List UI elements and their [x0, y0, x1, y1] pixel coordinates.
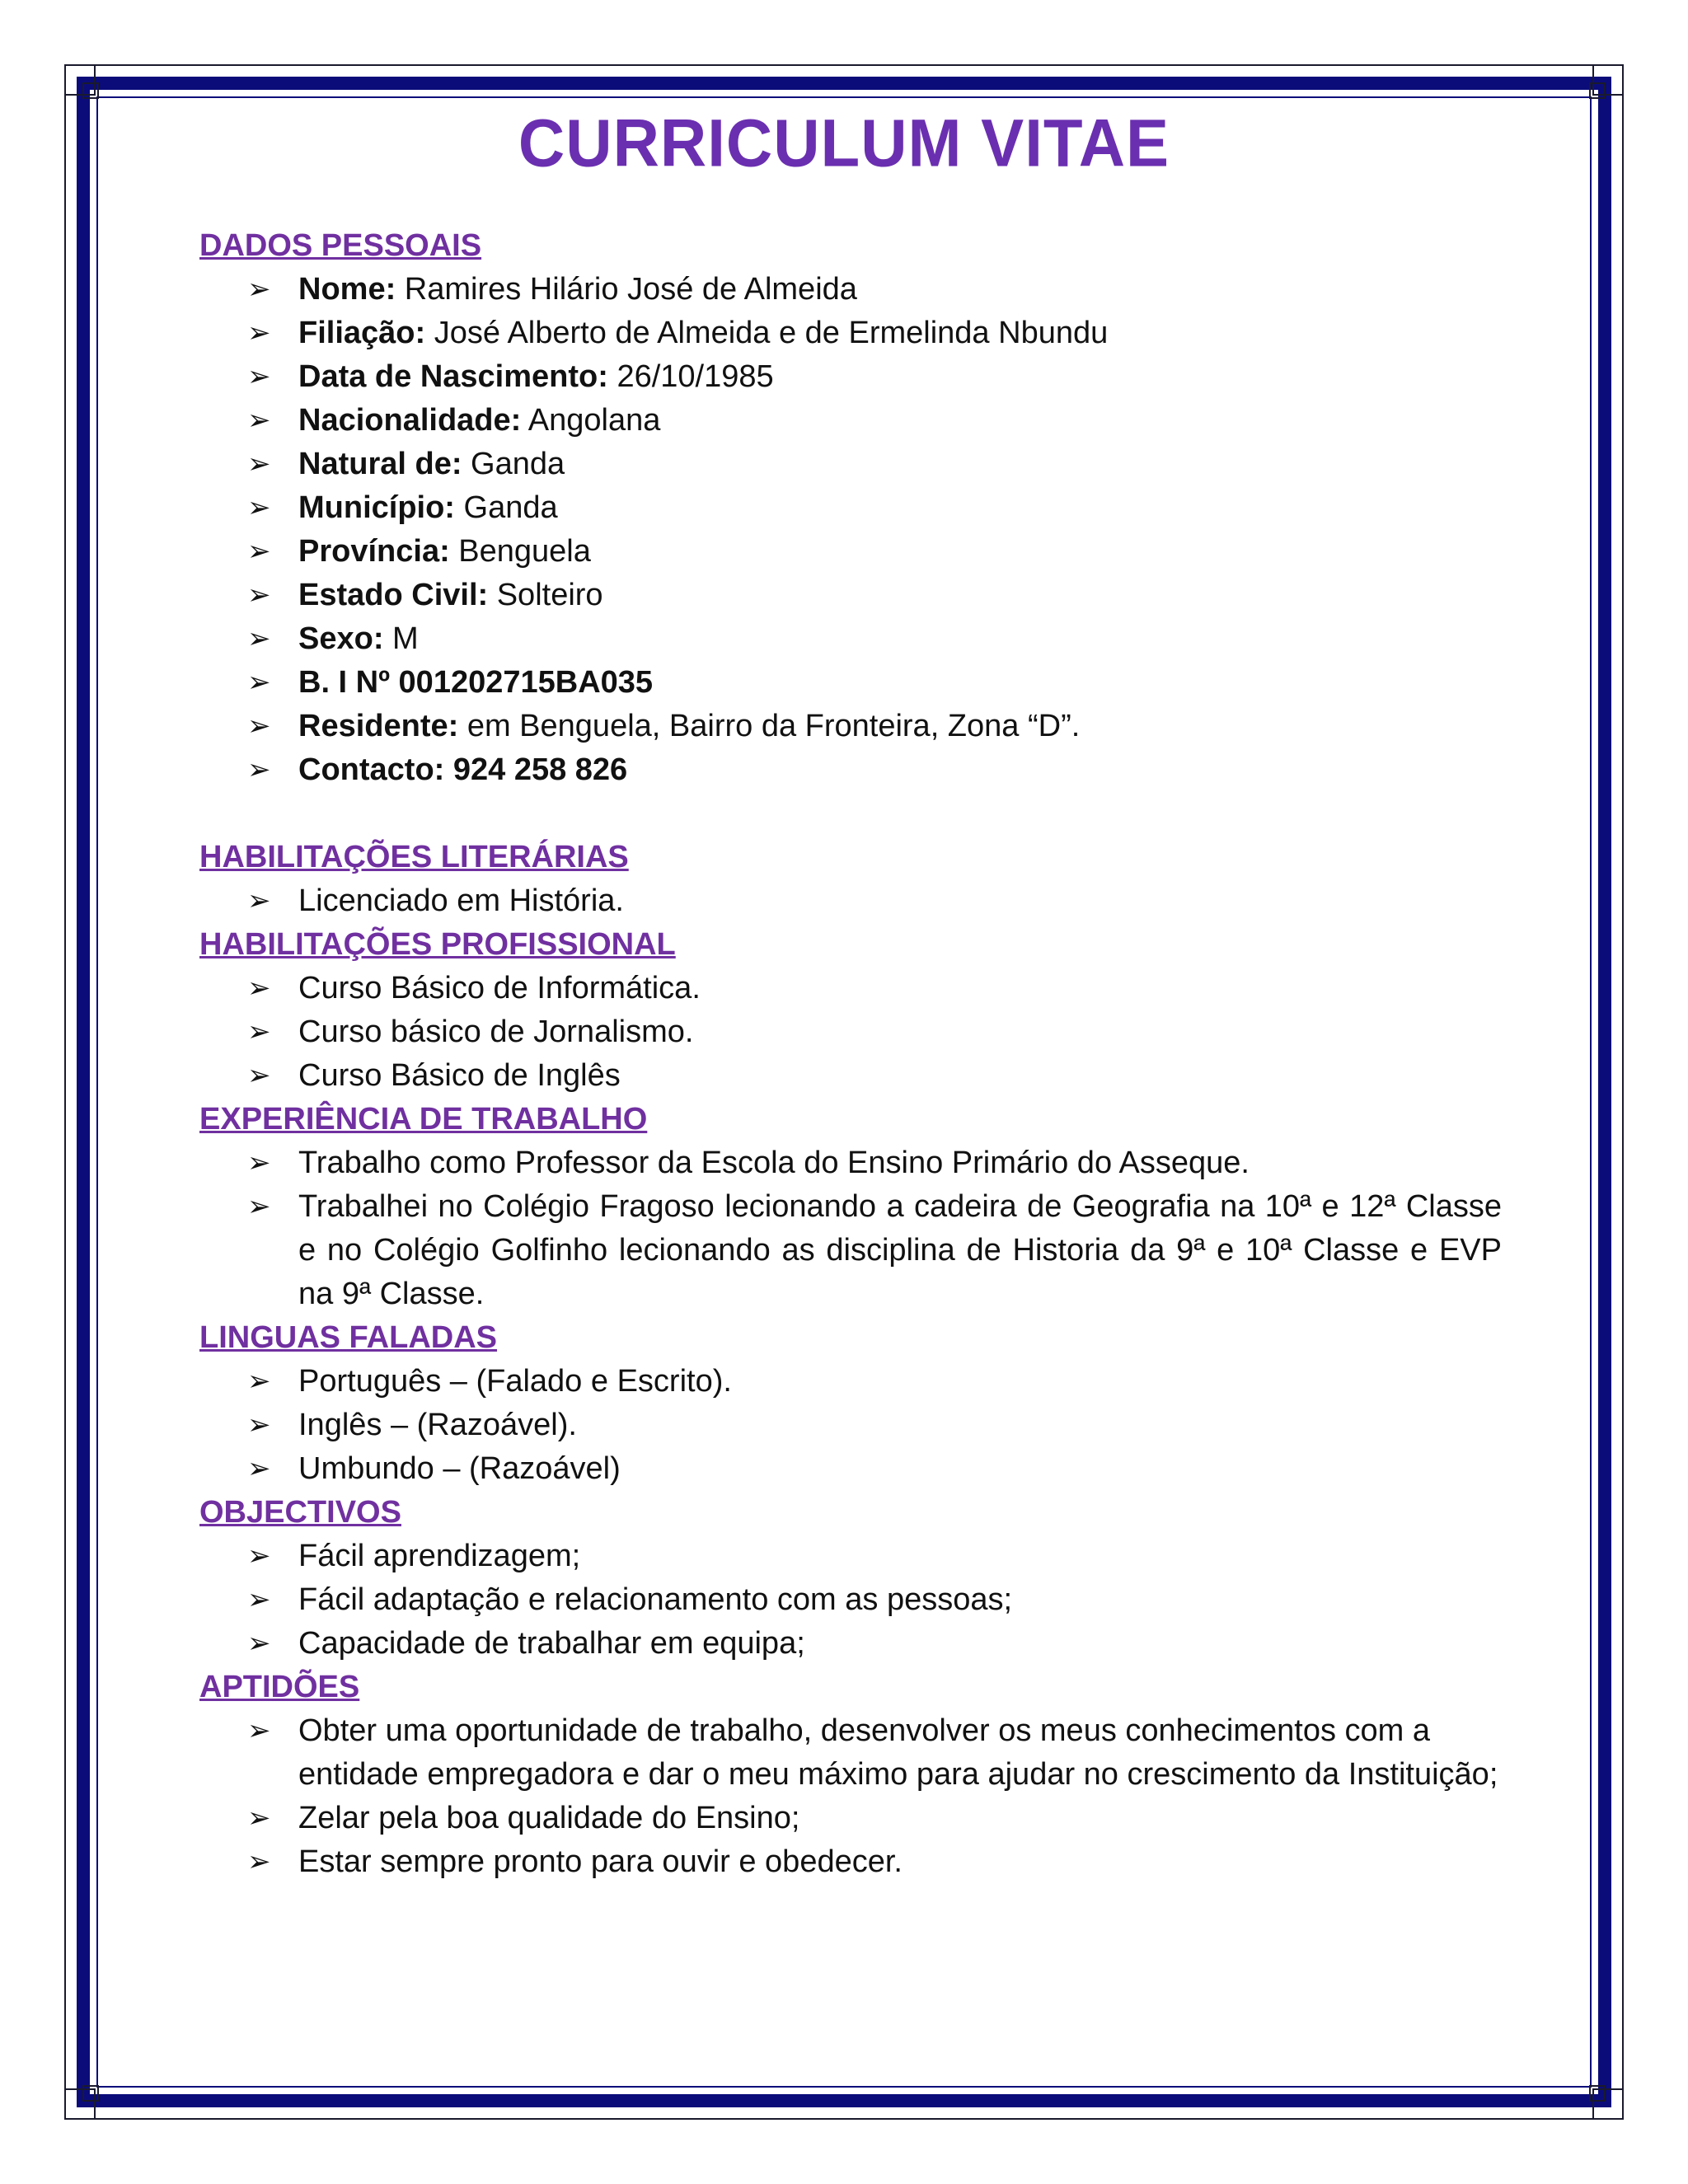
list-item: ➢ Trabalhei no Colégio Fragoso lecionando a cadeira de Geografia na 10ª e 12ª Classe e no Colégio Golfinho lecionando as disciplina de Historia da 9ª e 10ª Classe e EVP na 9ª Classe.: [199, 1185, 1502, 1316]
arrow-bullet-icon: ➢: [247, 317, 271, 349]
dados-pessoais-list: [199, 268, 1502, 792]
list-item: ➢ Contacto: 924 258 826: [199, 748, 1502, 792]
aptidoes-list: [199, 1709, 1502, 1884]
section-heading-dados-pessoais: DADOS PESSOAIS: [199, 228, 482, 263]
arrow-bullet-icon: ➢: [247, 754, 271, 785]
habilitacoes-profissional-list: [199, 967, 1502, 1098]
list-item: ➢ Português – (Falado e Escrito).: [199, 1360, 1502, 1404]
arrow-bullet-icon: ➢: [247, 623, 271, 654]
arrow-bullet-icon: ➢: [247, 1715, 271, 1746]
arrow-bullet-icon: ➢: [247, 710, 271, 742]
document-title: CURRICULUM VITAE: [518, 104, 1170, 181]
arrow-bullet-icon: ➢: [247, 1147, 271, 1179]
arrow-bullet-icon: ➢: [247, 1584, 271, 1615]
corner-ornament-bottom-right: [1592, 2088, 1624, 2120]
arrow-bullet-icon: ➢: [247, 405, 271, 436]
list-item: ➢ Fácil aprendizagem;: [199, 1535, 1502, 1578]
list-item: ➢ Curso básico de Jornalismo.: [199, 1010, 1502, 1054]
section-heading-habilitacoes-profissional: HABILITAÇÕES PROFISSIONAL: [199, 927, 676, 962]
list-item: ➢ Estar sempre pronto para ouvir e obedecer.: [199, 1840, 1502, 1884]
corner-ornament-bottom-left: [64, 2088, 96, 2120]
experiencia-list: [199, 1141, 1502, 1316]
list-item: ➢ Zelar pela boa qualidade do Ensino;: [199, 1797, 1502, 1840]
arrow-bullet-icon: ➢: [247, 274, 271, 305]
list-item: ➢ Licenciado em História.: [199, 879, 1502, 923]
arrow-bullet-icon: ➢: [247, 361, 271, 392]
list-item: ➢ Curso Básico de Inglês: [199, 1054, 1502, 1098]
spacer: [199, 792, 1502, 836]
list-item: ➢ B. I Nº 001202715BA035: [199, 661, 1502, 705]
list-item: ➢ Filiação: José Alberto de Almeida e de Ermelinda Nbundu: [199, 312, 1502, 355]
list-item: ➢ Capacidade de trabalhar em equipa;: [199, 1622, 1502, 1666]
corner-ornament-top-right: [1592, 64, 1624, 96]
list-item: ➢ Curso Básico de Informática.: [199, 967, 1502, 1010]
arrow-bullet-icon: ➢: [247, 1409, 271, 1441]
arrow-bullet-icon: ➢: [247, 1016, 271, 1047]
list-item: ➢ Inglês – (Razoável).: [199, 1404, 1502, 1447]
list-item: ➢ Nacionalidade: Angolana: [199, 399, 1502, 443]
objectivos-list: [199, 1535, 1502, 1666]
section-heading-experiencia: EXPERIÊNCIA DE TRABALHO: [199, 1102, 648, 1137]
list-item: ➢ Residente: em Benguela, Bairro da Fronteira, Zona “D”.: [199, 705, 1502, 748]
arrow-bullet-icon: ➢: [247, 1540, 271, 1572]
list-item: ➢ Umbundo – (Razoável): [199, 1447, 1502, 1491]
arrow-bullet-icon: ➢: [247, 1628, 271, 1659]
list-item: ➢ Estado Civil: Solteiro: [199, 574, 1502, 617]
list-item: ➢ Fácil adaptação e relacionamento com as pessoas;: [199, 1578, 1502, 1622]
arrow-bullet-icon: ➢: [247, 1060, 271, 1091]
arrow-bullet-icon: ➢: [247, 579, 271, 611]
cv-content: [199, 224, 1502, 1884]
list-item: ➢ Município: Ganda: [199, 486, 1502, 530]
arrow-bullet-icon: ➢: [247, 448, 271, 480]
habilitacoes-literarias-list: [199, 879, 1502, 923]
arrow-bullet-icon: ➢: [247, 1453, 271, 1484]
arrow-bullet-icon: ➢: [247, 1191, 271, 1222]
list-item: ➢ Natural de: Ganda: [199, 443, 1502, 486]
arrow-bullet-icon: ➢: [247, 1366, 271, 1397]
list-item: ➢ Trabalho como Professor da Escola do Ensino Primário do Asseque.: [199, 1141, 1502, 1185]
section-heading-aptidoes: APTIDÕES: [199, 1670, 360, 1704]
section-heading-objectivos: OBJECTIVOS: [199, 1495, 401, 1530]
corner-ornament-top-left: [64, 64, 96, 96]
arrow-bullet-icon: ➢: [247, 492, 271, 523]
list-item: ➢ Data de Nascimento: 26/10/1985: [199, 355, 1502, 399]
arrow-bullet-icon: ➢: [247, 885, 271, 916]
arrow-bullet-icon: ➢: [247, 1802, 271, 1834]
list-item: ➢ Província: Benguela: [199, 530, 1502, 574]
list-item: ➢ Sexo: M: [199, 617, 1502, 661]
arrow-bullet-icon: ➢: [247, 972, 271, 1004]
arrow-bullet-icon: ➢: [247, 536, 271, 567]
list-item: ➢ Nome: Ramires Hilário José de Almeida: [199, 268, 1502, 312]
arrow-bullet-icon: ➢: [247, 1846, 271, 1877]
linguas-list: [199, 1360, 1502, 1491]
arrow-bullet-icon: ➢: [247, 667, 271, 698]
list-item: ➢ Obter uma oportunidade de trabalho, desenvolver os meus conhecimentos com a entidade empregadora e dar o meu máximo para ajudar no crescimento da Instituição;: [199, 1709, 1502, 1797]
section-heading-linguas: LINGUAS FALADAS: [199, 1320, 497, 1355]
section-heading-habilitacoes-literarias: HABILITAÇÕES LITERÁRIAS: [199, 840, 629, 874]
